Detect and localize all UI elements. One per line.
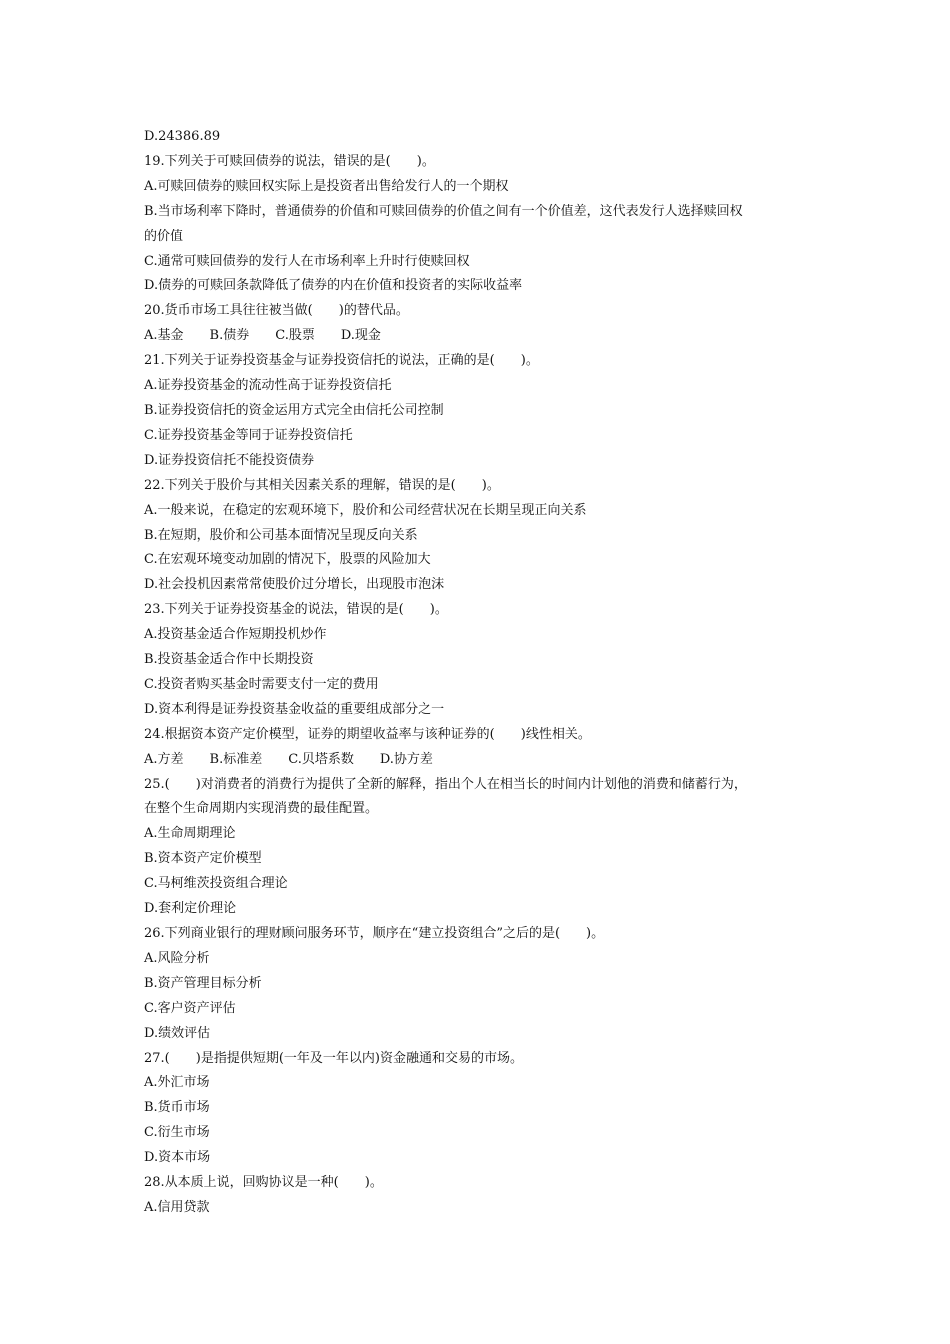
options-inline: A.方差 B.标准差 C.贝塔系数 D.协方差: [144, 751, 433, 767]
option-a: A.投资基金适合作短期投机炒作: [144, 627, 327, 643]
options-inline: A.基金 B.债券 C.股票 D.现金: [144, 328, 381, 344]
question-21: 21.下列关于证券投资基金与证券投资信托的说法，正确的是( )。: [144, 353, 539, 369]
option-a: A.外汇市场: [144, 1075, 210, 1091]
option-a: A.证券投资基金的流动性高于证券投资信托: [144, 378, 392, 394]
option-d: D.绩效评估: [144, 1025, 211, 1041]
option-b: B.在短期，股价和公司基本面情况呈现反向关系: [144, 527, 418, 543]
option-c: C.客户资产评估: [144, 1000, 236, 1016]
option-b: B.资产管理目标分析: [144, 975, 262, 991]
option-d: D.资本利得是证券投资基金收益的重要组成部分之一: [144, 701, 445, 717]
question-24: 24.根据资本资产定价模型，证券的期望收益率与该种证券的( )线性相关。: [144, 726, 591, 742]
option-a: A.可赎回债券的赎回权实际上是投资者出售给发行人的一个期权: [144, 178, 509, 194]
document-page: [144, 125, 814, 1221]
option-d: D.社会投机因素常常使股价过分增长，出现股市泡沫: [144, 577, 445, 593]
option-a: A.一般来说，在稳定的宏观环境下，股价和公司经营状况在长期呈现正向关系: [144, 502, 587, 518]
option-b: B.证券投资信托的资金运用方式完全由信托公司控制: [144, 402, 444, 418]
option-d: D.证券投资信托不能投资债券: [144, 452, 315, 468]
option-b: B.资本资产定价模型: [144, 851, 262, 867]
question-19: 19.下列关于可赎回债券的说法，错误的是( )。: [144, 153, 435, 169]
question-25-continued: 在整个生命周期内实现消费的最佳配置。: [144, 801, 379, 817]
option-b: B.投资基金适合作中长期投资: [144, 652, 314, 668]
option-b: B.当市场利率下降时，普通债券的价值和可赎回债券的价值之间有一个价值差，这代表发行人选择赎回权: [144, 203, 743, 219]
question-22: 22.下列关于股价与其相关因素关系的理解，错误的是( )。: [144, 477, 500, 493]
question-27: 27.( )是指提供短期(一年及一年以内)资金融通和交易的市场。: [144, 1050, 523, 1066]
option-d: D.套利定价理论: [144, 901, 237, 917]
option-c: C.衍生市场: [144, 1125, 210, 1141]
option-a: A.生命周期理论: [144, 826, 236, 842]
question-28: 28.从本质上说，回购协议是一种( )。: [144, 1175, 383, 1191]
question-25: 25.( )对消费者的消费行为提供了全新的解释，指出个人在相当长的时间内计划他的消费和储蓄行为，: [144, 776, 747, 792]
option-c: C.马柯维茨投资组合理论: [144, 876, 288, 892]
option-c: C.投资者购买基金时需要支付一定的费用: [144, 676, 379, 692]
option-a: A.信用贷款: [144, 1199, 210, 1215]
option-b-continued: 的价值: [144, 228, 184, 244]
option-d: D.债券的可赎回条款降低了债券的内在价值和投资者的实际收益率: [144, 278, 523, 294]
option-b: B.货币市场: [144, 1100, 210, 1116]
question-20: 20.货币市场工具往往被当做( )的替代品。: [144, 303, 409, 319]
question-26: 26.下列商业银行的理财顾问服务环节，顺序在“建立投资组合”之后的是( )。: [144, 926, 605, 941]
option-c: C.在宏观环境变动加剧的情况下，股票的风险加大: [144, 552, 431, 568]
text-line: D.24386.89: [144, 129, 221, 144]
question-23: 23.下列关于证券投资基金的说法，错误的是( )。: [144, 602, 448, 618]
option-c: C.证券投资基金等同于证券投资信托: [144, 427, 353, 443]
option-c: C.通常可赎回债券的发行人在市场利率上升时行使赎回权: [144, 253, 470, 269]
option-a: A.风险分析: [144, 950, 210, 966]
option-d: D.资本市场: [144, 1150, 211, 1166]
